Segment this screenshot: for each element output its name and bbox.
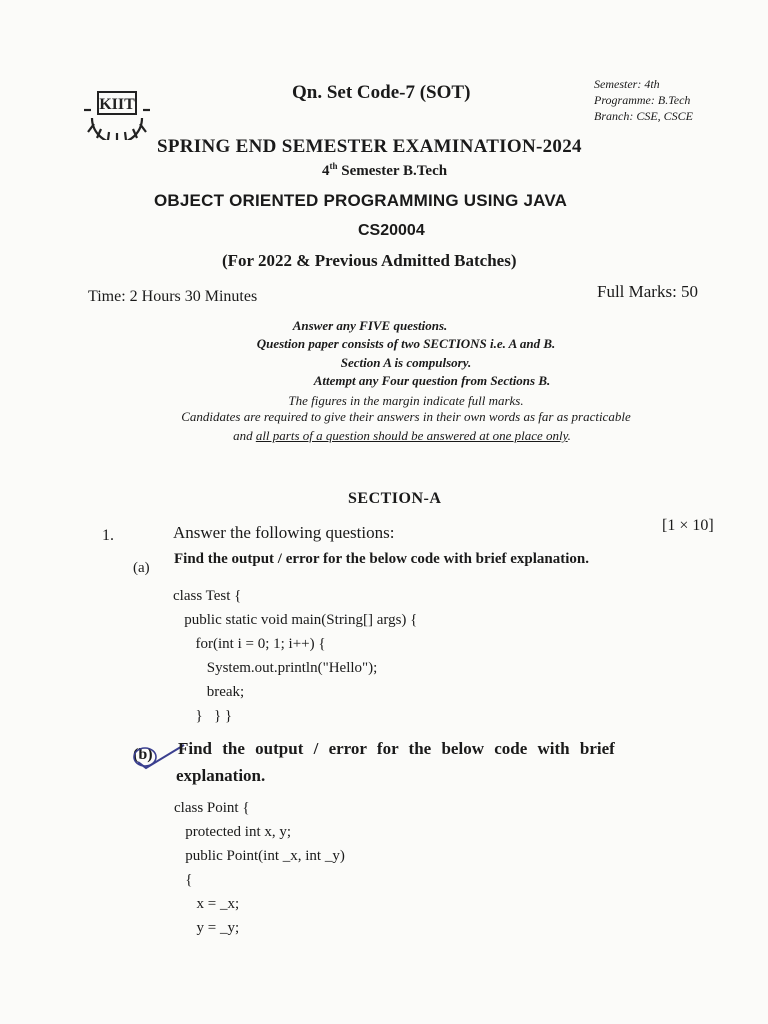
question-text: Answer the following questions:	[173, 523, 395, 542]
exam-title: SPRING END SEMESTER EXAMINATION-2024	[157, 136, 582, 157]
svg-text:KIIT: KIIT	[99, 96, 135, 113]
part-b-label: (b)	[133, 746, 153, 763]
question-number: 1.	[102, 527, 114, 544]
instruction-line: Candidates are required to give their answers in their own words as far as practicable	[181, 409, 631, 424]
instruction-line: Section A is compulsory.	[340, 355, 472, 370]
instruction-line: Answer any FIVE questions.	[292, 318, 448, 333]
exam-meta	[594, 76, 693, 124]
instruction-line: The figures in the margin indicate full marks.	[288, 393, 524, 408]
question-marks: [1 × 10]	[662, 517, 714, 534]
part-a-text: Find the output / error for the below code with brief explanation.	[174, 551, 589, 567]
part-a-label: (a)	[133, 560, 150, 576]
underlined-instruction: all parts of a question should be answered at one place only	[255, 428, 568, 443]
instruction-line: and all parts of a question should be answered at one place only.	[233, 428, 571, 443]
section-heading: SECTION-A	[348, 490, 442, 507]
programme-line: Programme: B.Tech	[594, 93, 691, 107]
exam-duration: Time: 2 Hours 30 Minutes	[88, 288, 258, 305]
part-b-text: Find the output / error for the below code with brief	[178, 739, 615, 758]
course-name: OBJECT ORIENTED PROGRAMMING USING JAVA	[154, 191, 568, 210]
instruction-line: Question paper consists of two SECTIONS i.e. A and B.	[256, 336, 556, 351]
question-set-code: Qn. Set Code-7 (SOT)	[292, 82, 471, 103]
branch-line: Branch: CSE, CSCE	[594, 109, 693, 123]
part-b-text: explanation.	[176, 766, 266, 785]
batch-note: (For 2022 & Previous Admitted Batches)	[222, 251, 517, 270]
university-logo	[78, 88, 156, 140]
part-a-code: class Test { public static void main(String[] args) { for(int i = 0; 1; i++) { System.out.println("Hello"); break; } } }	[173, 588, 418, 724]
full-marks: Full Marks: 50	[597, 282, 699, 301]
part-b-code: class Point { protected int x, y; public Point(int _x, int _y) { x = _x; y = _y;	[174, 800, 345, 936]
semester-line: Semester: 4th	[594, 77, 660, 91]
semester-subtitle: 4th Semester B.Tech	[322, 161, 448, 179]
course-code: CS20004	[358, 222, 425, 239]
instruction-line: Attempt any Four question from Sections B.	[313, 373, 551, 388]
